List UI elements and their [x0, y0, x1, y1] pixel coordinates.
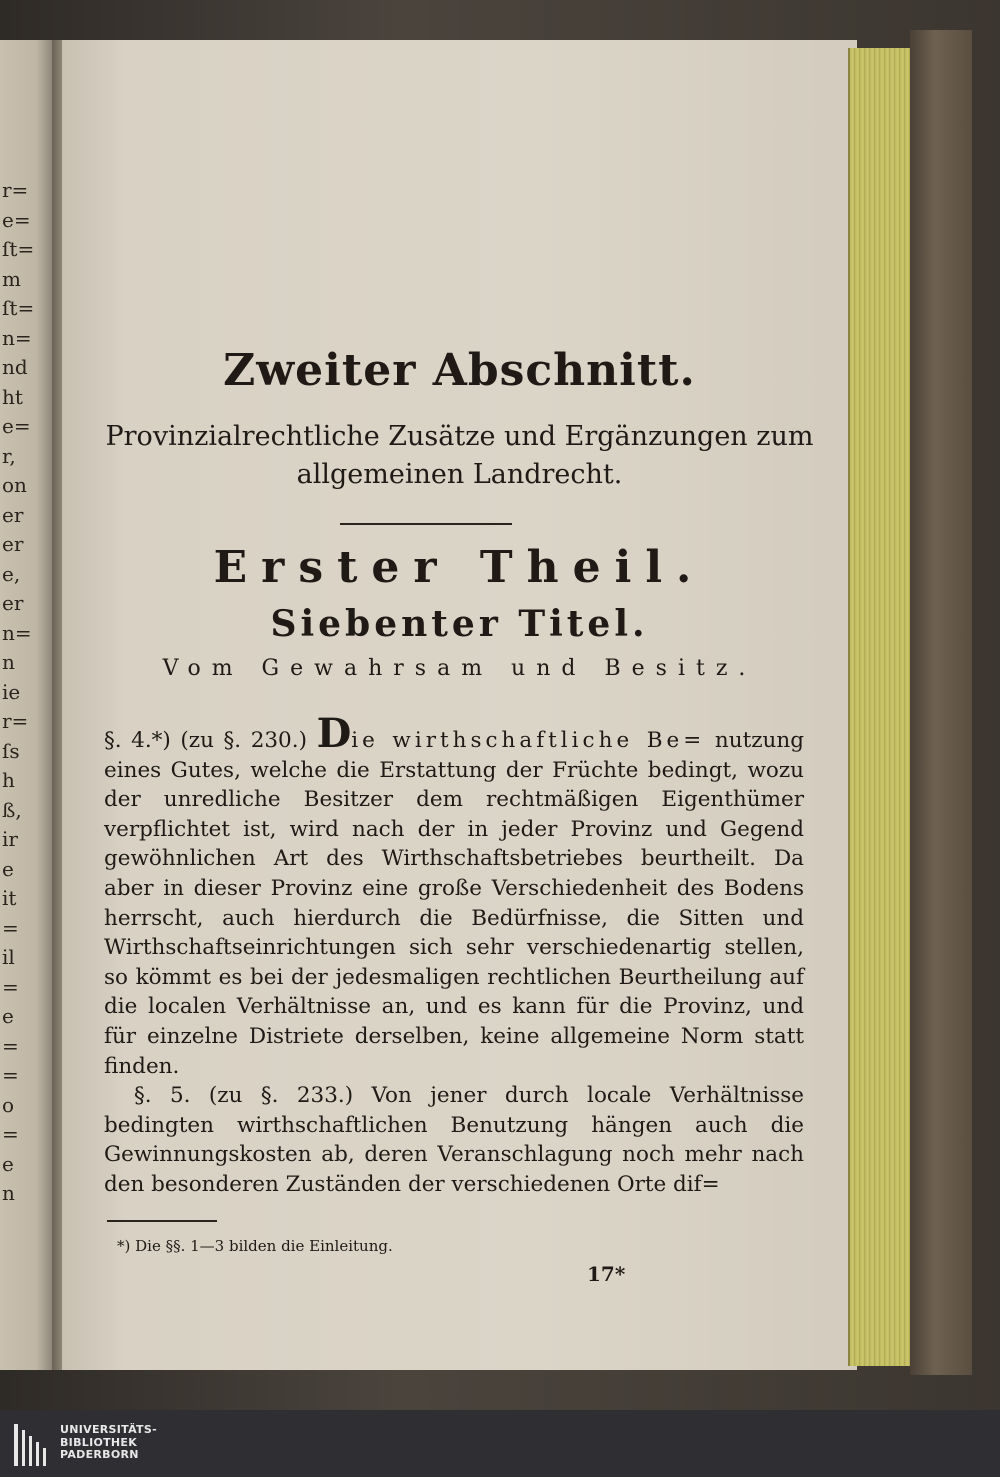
left-page-fragment: n — [2, 650, 15, 674]
left-page-fragment: e — [2, 1004, 14, 1028]
footnote: *) Die §§. 1—3 bilden die Einleitung. — [117, 1237, 393, 1255]
library-name-line2: BIBLIOTHEK — [60, 1435, 138, 1449]
library-name-line3: PADERBORN — [60, 1448, 139, 1461]
section-subtitle-line1: Provinzialrechtliche Zusätze und Ergänzungen zum — [105, 421, 814, 452]
body-text — [104, 710, 805, 1200]
library-logo-icon — [14, 1424, 48, 1466]
paragraph-5: §. 5. (zu §. 233.) Von jener durch locale Verhältnisse bedingten wirthschaftlichen Benutzung hängen auch die Gewinnungskosten ab, deren Veranschlagung noch mehr nach den besonderen Zuständen der verschiedenen Orte dif= — [104, 1083, 804, 1197]
left-page-fragment: ht — [2, 384, 23, 409]
left-page-fragment: il — [2, 945, 15, 969]
left-page-fragment: e, — [2, 561, 21, 586]
left-page-fragment: n= — [2, 325, 32, 350]
title-heading: Siebenter Titel. — [270, 603, 649, 645]
paragraph-4-lead: §. 4.*) (zu §. 230.) — [104, 728, 307, 753]
left-page-edge — [0, 40, 52, 1370]
left-page-fragment: = — [2, 915, 19, 940]
page-edges — [848, 48, 912, 1366]
library-name-line1: UNIVERSITÄTS- — [60, 1423, 157, 1436]
title-divider — [340, 523, 512, 525]
title-subject: Vom Gewahrsam und Besitz. — [162, 656, 757, 681]
left-page-fragment: e — [2, 856, 14, 881]
left-page-fragment: m — [2, 266, 21, 291]
left-page-fragment: r= — [2, 709, 29, 733]
left-page-fragment: er — [2, 502, 24, 527]
left-page-fragment: ie — [2, 679, 21, 704]
book-cover — [910, 30, 972, 1375]
left-page-fragment: r, — [2, 443, 16, 468]
paragraph-4 — [104, 710, 805, 1081]
left-page-fragment: ſs — [2, 738, 20, 763]
left-page-fragment: ſt= — [2, 296, 35, 320]
section-title: Zweiter Abschnitt. — [223, 345, 696, 396]
left-page-fragment: it — [2, 886, 17, 910]
footnote-divider — [107, 1220, 217, 1222]
left-page-fragment: e — [2, 1151, 14, 1176]
left-page-fragment: h — [2, 768, 15, 792]
left-page-fragment: n — [2, 1181, 15, 1205]
left-page-fragment: o — [2, 1092, 15, 1117]
part-title: Erster Theil. — [213, 542, 706, 593]
left-page-fragment: = — [2, 974, 19, 999]
right-page — [62, 40, 857, 1370]
signature-mark: 17* — [587, 1262, 626, 1286]
left-page-fragment: = — [2, 1122, 19, 1146]
section-subtitle-line2: allgemeinen Landrecht. — [296, 459, 623, 490]
left-page-fragment: n= — [2, 620, 32, 645]
left-page-fragment: nd — [2, 355, 28, 379]
left-page-fragment: er — [2, 591, 24, 615]
left-page-fragment: ir — [2, 827, 18, 851]
drop-cap: D — [316, 710, 352, 757]
left-page-fragment: e= — [2, 414, 31, 438]
paragraph-4-text: nutzung eines Gutes, welche die Erstattung der Früchte bedingt, wozu der unredliche Besitzer dem rechtmäßigen Eigenthümer verpflichtet ist, wird nach der in jeder Provinz und Gegend gewöhnlichen Art des Wirthschaftsbetriebes beurtheilt. Da aber in dieser Provinz eine große Verschiedenheit des Bodens herrscht, auch hierdurch die Bedürfnisse, die Sitten und Wirthschaftseinrichtungen sich sehr verschiedenartig stellen, so kömmt es bei der jedesmaligen rechtlichen Beurtheilung auf die localen Verhältnisse an, und es kann für die Provinz, und für einzelne Distriete derselben, keine allgemeine Norm statt finden. — [104, 728, 805, 1079]
paragraph-4-spaced-text: ie wirthschaftliche Be= — [351, 728, 706, 753]
left-page-fragment: on — [2, 473, 27, 497]
library-name — [60, 1424, 157, 1462]
left-page-fragment: ß, — [2, 797, 22, 822]
left-page-fragment: e= — [2, 207, 31, 232]
left-page-fragment: = — [2, 1033, 19, 1058]
left-page-fragment: er — [2, 532, 24, 556]
left-page-fragment: = — [2, 1063, 19, 1087]
left-page-fragment: ſt= — [2, 237, 35, 261]
left-page-fragment: r= — [2, 178, 29, 202]
